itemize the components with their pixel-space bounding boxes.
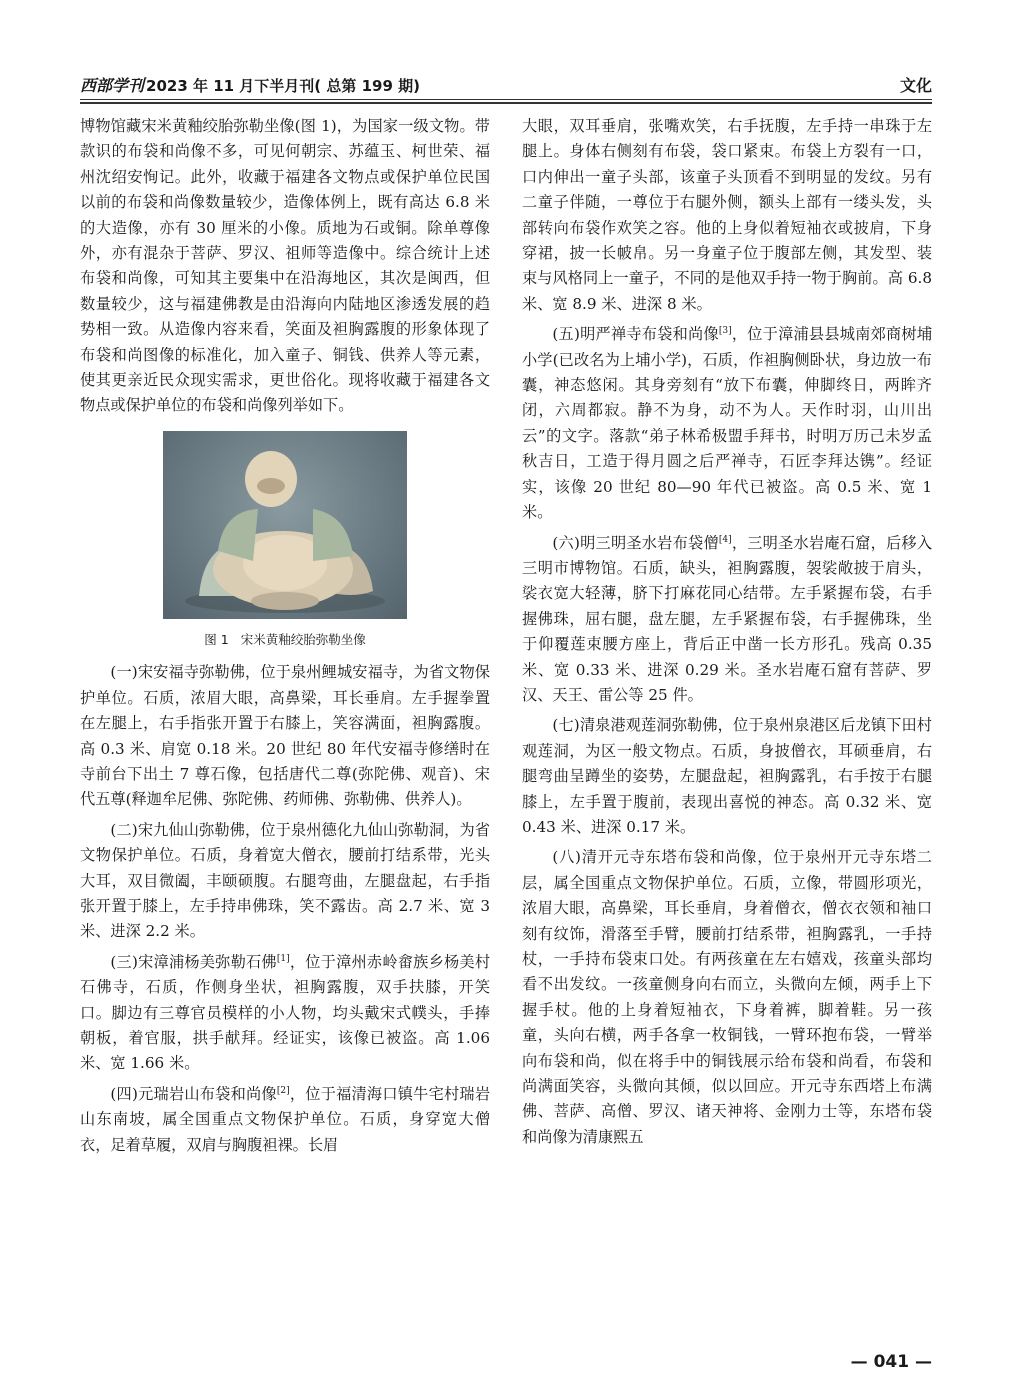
issue-info: 2023 年 11 月下半月刊( 总第 199 期) [146, 77, 420, 95]
right-column [522, 114, 932, 1150]
entry-6 [522, 531, 932, 709]
page-number: — 041 — [850, 1352, 932, 1372]
entry-4-continued: 大眼，双耳垂肩，张嘴欢笑，右手抚腹，左手持一串珠于左腿上。身体右侧刻有布袋，袋口紧束。布袋上方裂有一口，口内伸出一童子头部，该童子头顶看不到明显的发纹。另有二童子伴随，一尊位于右腿外侧，额头上部有一缕头发，头部转向布袋作欢笑之容。他的上身似着短袖衣或披肩，下身穿裙，披一长帔帛。另一身童子位于腹部左侧，其发型、装束与风格同上一童子，不同的是他双手持一物于胸前。高 6.8 米、宽 8.9 米、进深 8 米。 [522, 117, 932, 313]
header-left [80, 73, 420, 96]
entry-4-body: ，位于福清海口镇牛宅村瑞岩山东南坡，属全国重点文物保护单位。石质，身穿宽大僧衣，足着草履，双肩与胸腹袒裸。长眉 [80, 1084, 491, 1154]
section-label: 文化 [899, 76, 932, 95]
entry-4 [80, 1082, 490, 1158]
figure-title: 宋米黄釉绞胎弥勒坐像 [240, 631, 366, 647]
entry-3-body: ，位于漳州赤岭畲族乡杨美村石佛寺，石质，作侧身坐状，袒胸露腹，双手扶膝，开笑口。脚边有三尊官员模样的小人物，均头戴宋式幞头，手捧朝板，着官服，拱手献拜。经证实，该像已被盗。高 1.06 米、宽 1.66 米。 [80, 952, 491, 1073]
figure-label: 图 1 [204, 631, 229, 647]
entry-6-body: ，三明圣水岩庵石窟，后移入三明市博物馆。石质，缺头，袒胸露腹，袈裟敞披于肩头，裟衣宽大轻薄，脐下打麻花同心结带。左手紧握布袋，右手握佛珠，屈右腿，盘左腿，左手紧握布袋，右手握佛珠，坐于仰覆莲束腰方座上，背后正中凿一长方形孔。残高 0.35 米、宽 0.33 米、进深 0.29 米。圣水岩庵石窟有菩萨、罗汉、天王、雷公等 25 件。 [522, 533, 933, 704]
citation-1[interactable]: [1] [276, 953, 290, 964]
left-column [80, 114, 490, 1158]
entry-1: (一)宋安福寺弥勒佛，位于泉州鲤城安福寺，为省文物保护单位。石质，浓眉大眼，高鼻梁，耳长垂肩。左手握拳置在左腿上，右手指张开置于右膝上，笑容满面，袒胸露腹。高 0.3 米、肩宽 0.18 米。20 世纪 80 年代安福寺修缮时在寺前台下出土 7 尊石像，包括唐代二尊(弥陀佛、观音)、宋代五尊(释迦牟尼佛、弥陀佛、药师佛、弥勒佛、供养人)。 [80, 663, 490, 809]
citation-4[interactable]: [4] [718, 534, 732, 545]
journal-logo: 西部学刊 [80, 76, 145, 95]
entry-5-body: ，位于漳浦县县城南郊商树埔小学(已改名为上埔小学)，石质，作袒胸侧卧状，身边放一布囊，神态悠闲。其身旁刻有“放下布囊，伸脚终日，两眸齐闭，六周都寂。静不为身，动不为人。天作时羽，山川出云”的文字。落款“弟子林希极盟手拜书，时明万历己未岁孟秋吉日，工造于得月圆之后严禅寺，石匠李拜达镌”。经证实，该像 20 世纪 80—90 年代已被盗。高 0.5 米、宽 1 米。 [522, 325, 933, 522]
entry-3-title: (三)宋漳浦杨美弥勒石佛 [110, 952, 277, 971]
entry-6-title: (六)明三明圣水岩布袋僧 [552, 533, 719, 552]
entry-5-title: (五)明严禅寺布袋和尚像 [552, 325, 719, 344]
header-rule-thick [80, 102, 932, 104]
intro-paragraph: 博物馆藏宋米黄釉绞胎弥勒坐像(图 1)，为国家一级文物。带款识的布袋和尚像不多，可见何朝宗、苏蕴玉、柯世荣、福州沈绍安恂记。此外，收藏于福建各文物点或保护单位民国以前的布袋和尚像数量较少，造像体例上，既有高达 6.8 米的大造像，亦有 30 厘米的小像。质地为石或铜。除单尊像外，亦有混杂于菩萨、罗汉、祖师等造像中。综合统计上述布袋和尚像，可知其主要集中在沿海地区，其次是闽西，但数量较少，这与福建佛教是由沿海向内陆地区渗透发展的趋势相一致。从造像内容来看，笑面及袒胸露腹的形象体现了布袋和尚图像的标准化，加入童子、铜钱、供养人等元素，使其更亲近民众现实需求，更世俗化。现将收藏于福建各文物点或保护单位的布袋和尚像列举如下。 [80, 117, 490, 415]
maitreya-statue-photo [163, 431, 407, 619]
figure-1 [80, 431, 490, 652]
entry-8: (八)清开元寺东塔布袋和尚像，位于泉州开元寺东塔二层，属全国重点文物保护单位。石质，立像，带圆形项光，浓眉大眼，高鼻梁，耳长垂肩，身着僧衣，僧衣衣领和袖口刻有纹饰，滑落至手臂，腰前打结系带，袒胸露乳，一手持杖，一手持布袋束口处。有两孩童在左右嬉戏，孩童头部均看不出发纹。一孩童侧身向右而立，头微向左倾，两手上下握手杖。他的上身着短袖衣，下身着裤，脚着鞋。另一孩童，头向右横，两手各拿一枚铜钱，一臂环抱布袋，一臂举向布袋和尚，似在将手中的铜钱展示给布袋和尚看，布袋和尚满面笑容，头微向其倾，似以回应。开元寺东西塔上布满佛、菩萨、高僧、罗汉、诸天神将、金刚力士等，东塔布袋和尚像为清康熙五 [522, 848, 932, 1146]
citation-2[interactable]: [2] [276, 1085, 290, 1096]
entry-3 [80, 950, 490, 1077]
entry-4-title: (四)元瑞岩山布袋和尚像 [110, 1084, 277, 1103]
figure-caption [80, 627, 490, 652]
citation-3[interactable]: [3] [718, 326, 732, 337]
entry-5 [522, 322, 932, 525]
running-header [80, 70, 932, 96]
entry-7: (七)清泉港观莲洞弥勒佛，位于泉州泉港区后龙镇下田村观莲洞，为区一般文物点。石质，身披僧衣，耳硕垂肩，右腿弯曲呈蹲坐的姿势，左腿盘起，袒胸露乳，右手按于右腿膝上，左手置于腹前，表现出喜悦的神态。高 0.32 米、宽 0.43 米、进深 0.17 米。 [522, 716, 932, 836]
header-rule [80, 99, 932, 100]
statue-illustration [163, 431, 407, 619]
entry-2: (二)宋九仙山弥勒佛，位于泉州德化九仙山弥勒洞，为省文物保护单位。石质，身着宽大僧衣，腰前打结系带，光头大耳，双目微阖，丰颐硕腹。右腿弯曲，左腿盘起，右手指张开置于膝上，左手持串佛珠，笑不露齿。高 2.7 米、宽 3 米、进深 2.2 米。 [80, 820, 490, 941]
